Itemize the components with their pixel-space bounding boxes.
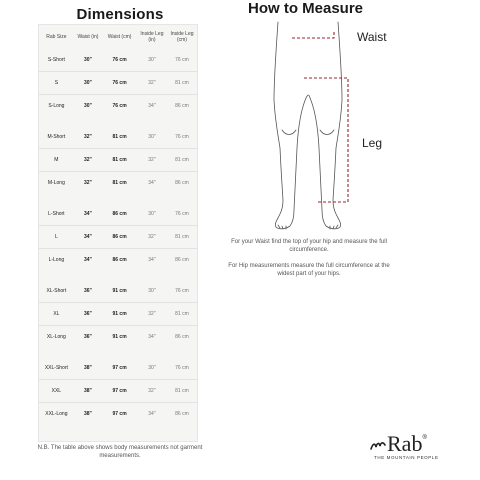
waist-in-cell: 34" [74, 226, 102, 249]
logo-brand: Rab [387, 431, 423, 456]
how-to-measure-title: How to Measure [248, 0, 364, 17]
waist-cm-cell: 97 cm [112, 365, 127, 371]
waist-label: Waist [357, 30, 387, 44]
waist-in-cell: 32" [84, 134, 92, 140]
leg-cm-cell: 81 cm [167, 303, 197, 326]
mountain-wave-icon [370, 440, 386, 452]
body-outline-right [310, 22, 342, 229]
leg-in-cell: 34" [137, 403, 167, 426]
spacer-cell [74, 271, 102, 280]
leg-in-cell: 34" [137, 249, 167, 272]
header-waist-in: Waist (in) [77, 34, 99, 40]
waist-in-cell: 36" [74, 326, 102, 349]
size-cell: XXL-Short [44, 365, 68, 371]
waist-in-cell: 36" [84, 288, 92, 294]
group-spacer [39, 117, 197, 126]
waist-in-cell: 38" [74, 380, 102, 403]
waist-in-cell: 34" [74, 249, 102, 272]
right-knee-line [320, 130, 334, 135]
size-table-panel [38, 24, 198, 442]
leg-label: Leg [362, 136, 383, 150]
leg-in-cell: 34" [137, 95, 167, 118]
leg-cm-cell: 86 cm [167, 249, 197, 272]
size-cell: XL-Long [39, 326, 74, 349]
waist-instruction: For your Waist find the top of your hip and measure the full circumference. [231, 239, 387, 253]
spacer-cell [102, 348, 137, 357]
waist-marker [292, 32, 334, 38]
size-cell: XL-Short [46, 288, 67, 294]
leg-cm-cell: 76 cm [175, 365, 189, 371]
leg-in-cell: 34" [137, 172, 167, 195]
leg-cm-cell: 76 cm [175, 211, 189, 217]
waist-cm-cell: 86 cm [102, 249, 137, 272]
leg-in-cell: 32" [137, 226, 167, 249]
leg-cm-cell: 76 cm [175, 57, 189, 63]
leg-in-cell: 30" [148, 365, 156, 371]
leg-in-cell: 32" [137, 72, 167, 95]
spacer-cell [137, 194, 167, 203]
waist-cm-cell: 97 cm [102, 380, 137, 403]
size-cell: L-Short [48, 211, 65, 217]
spacer-cell [167, 271, 197, 280]
waist-in-cell: 38" [74, 403, 102, 426]
spacer-cell [137, 117, 167, 126]
table-row [39, 172, 197, 195]
spacer-cell [137, 348, 167, 357]
waist-cm-cell: 97 cm [102, 403, 137, 426]
spacer-cell [102, 194, 137, 203]
leg-in-cell: 30" [148, 134, 156, 140]
header-leg-cm: Inside Leg (cm) [170, 31, 194, 43]
waist-cm-cell: 91 cm [102, 303, 137, 326]
group-spacer [39, 348, 197, 357]
leg-cm-cell: 86 cm [167, 172, 197, 195]
spacer-cell [39, 271, 74, 280]
size-cell: XXL [39, 380, 74, 403]
waist-in-cell: 32" [74, 172, 102, 195]
spacer-cell [39, 348, 74, 357]
waist-cm-cell: 86 cm [102, 226, 137, 249]
size-cell: S [39, 72, 74, 95]
leg-cm-cell: 81 cm [167, 72, 197, 95]
leg-in-cell: 34" [137, 326, 167, 349]
waist-in-cell: 30" [74, 72, 102, 95]
size-cell: XL [39, 303, 74, 326]
size-cell: L [39, 226, 74, 249]
group-spacer [39, 194, 197, 203]
size-table [39, 25, 197, 425]
waist-cm-cell: 81 cm [102, 149, 137, 172]
leg-in-cell: 32" [137, 380, 167, 403]
waist-in-cell: 30" [84, 57, 92, 63]
waist-cm-cell: 91 cm [102, 326, 137, 349]
leg-marker [304, 78, 348, 202]
leg-cm-cell: 76 cm [175, 134, 189, 140]
table-row [39, 49, 197, 72]
leg-cm-cell: 86 cm [167, 326, 197, 349]
size-cell: S-Short [47, 57, 65, 63]
spacer-cell [167, 117, 197, 126]
table-row [39, 403, 197, 426]
waist-cm-cell: 76 cm [112, 57, 127, 63]
table-row [39, 203, 197, 226]
rab-logo [370, 433, 450, 461]
spacer-cell [102, 117, 137, 126]
waist-in-cell: 34" [84, 211, 92, 217]
waist-cm-cell: 76 cm [102, 72, 137, 95]
table-row [39, 280, 197, 303]
table-row [39, 380, 197, 403]
waist-cm-cell: 81 cm [102, 172, 137, 195]
leg-cm-cell: 81 cm [167, 226, 197, 249]
leg-cm-cell: 86 cm [167, 95, 197, 118]
group-spacer [39, 271, 197, 280]
table-row [39, 126, 197, 149]
spacer-cell [39, 117, 74, 126]
table-row [39, 357, 197, 380]
header-leg-in: Inside Leg (in) [140, 31, 164, 43]
leg-cm-cell: 76 cm [175, 288, 189, 294]
leg-in-cell: 32" [137, 303, 167, 326]
header-waist-cm: Waist (cm) [107, 34, 132, 40]
table-row [39, 326, 197, 349]
leg-in-cell: 30" [148, 211, 156, 217]
body-figure [262, 20, 358, 234]
body-outline-left [274, 22, 306, 229]
size-cell: M [39, 149, 74, 172]
table-row [39, 149, 197, 172]
spacer-cell [39, 194, 74, 203]
crotch-line [306, 95, 310, 98]
table-header-row [39, 25, 197, 49]
hip-instruction: For Hip measurements measure the full circumference at the widest part of your hips. [228, 263, 390, 277]
size-cell: XXL-Long [39, 403, 74, 426]
table-row [39, 226, 197, 249]
waist-cm-cell: 86 cm [112, 211, 127, 217]
spacer-cell [74, 348, 102, 357]
table-note: N.B. The table above shows body measurements not garment measurements. [37, 445, 203, 459]
leg-in-cell: 30" [148, 57, 156, 63]
leg-cm-cell: 81 cm [167, 380, 197, 403]
table-row [39, 303, 197, 326]
leg-in-cell: 30" [148, 288, 156, 294]
spacer-cell [167, 348, 197, 357]
size-table-body [39, 49, 197, 425]
dimensions-title: Dimensions [76, 6, 164, 23]
header-size: Rab Size [46, 34, 67, 40]
waist-cm-cell: 76 cm [102, 95, 137, 118]
size-cell: M-Short [47, 134, 66, 140]
spacer-cell [74, 194, 102, 203]
spacer-cell [102, 271, 137, 280]
spacer-cell [167, 194, 197, 203]
table-row [39, 249, 197, 272]
waist-cm-cell: 81 cm [112, 134, 127, 140]
spacer-cell [74, 117, 102, 126]
size-cell: M-Long [39, 172, 74, 195]
spacer-cell [137, 271, 167, 280]
leg-in-cell: 32" [137, 149, 167, 172]
waist-in-cell: 32" [74, 149, 102, 172]
waist-in-cell: 36" [74, 303, 102, 326]
logo-registered: ® [422, 435, 427, 441]
leg-cm-cell: 86 cm [167, 403, 197, 426]
waist-in-cell: 30" [74, 95, 102, 118]
size-cell: L-Long [39, 249, 74, 272]
table-row [39, 72, 197, 95]
left-knee-line [282, 130, 296, 135]
logo-tagline: THE MOUNTAIN PEOPLE [374, 455, 439, 460]
size-cell: S-Long [39, 95, 74, 118]
waist-in-cell: 38" [84, 365, 92, 371]
table-row [39, 95, 197, 118]
leg-cm-cell: 81 cm [167, 149, 197, 172]
waist-cm-cell: 91 cm [112, 288, 127, 294]
